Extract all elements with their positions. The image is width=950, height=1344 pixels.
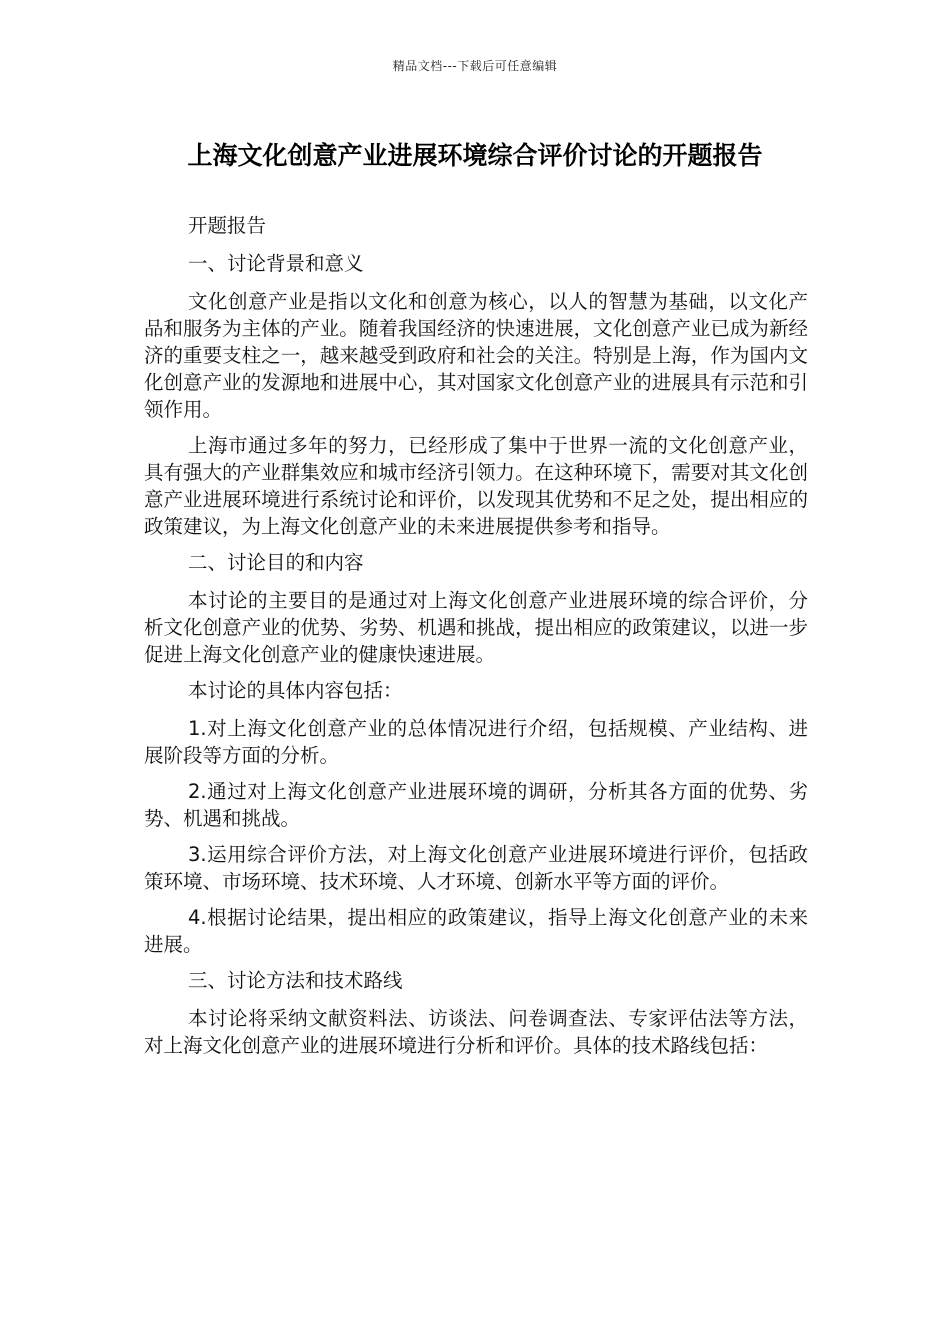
paragraph-background-1: 文化创意产业是指以文化和创意为核心，以人的智慧为基础，以文化产品和服务为主体的产业。随着我国经济的快速进展，文化创意产业已成为新经济的重要支柱之一，越来越受到政府和社会的关注。特别是上海，作为国内文化创意产业的发源地和进展中心，其对国家文化创意产业的进展具有示范和引领作用。 xyxy=(144,290,808,421)
section-label-report: 开题报告 xyxy=(188,214,267,237)
paragraph-objectives: 本讨论的主要目的是通过对上海文化创意产业进展环境的综合评价，分析文化创意产业的优势、劣势、机遇和挑战，提出相应的政策建议，以进一步促进上海文化创意产业的健康快速进展。 xyxy=(144,589,808,666)
section-heading-objectives: 二、讨论目的和内容 xyxy=(188,551,364,574)
header-note: 精品文档---下载后可任意编辑 xyxy=(392,59,558,73)
paragraph-background-2: 上海市通过多年的努力，已经形成了集中于世界一流的文化创意产业，具有强大的产业群集效应和城市经济引领力。在这种环境下，需要对其文化创意产业进展环境进行系统讨论和评价，以发现其优势和不足之处，提出相应的政策建议，为上海文化创意产业的未来进展提供参考和指导。 xyxy=(144,434,808,538)
section-heading-background: 一、讨论背景和意义 xyxy=(188,252,364,275)
section-heading-methods: 三、讨论方法和技术路线 xyxy=(188,969,403,992)
list-item-content-2: 2.通过对上海文化创意产业进展环境的调研，分析其各方面的优势、劣势、机遇和挑战。 xyxy=(144,780,808,830)
document-title: 上海文化创意产业进展环境综合评价讨论的开题报告 xyxy=(187,141,763,170)
document-body xyxy=(144,212,808,1068)
list-item-content-3: 3.运用综合评价方法，对上海文化创意产业进展环境进行评价，包括政策环境、市场环境、技术环境、人才环境、创新水平等方面的评价。 xyxy=(144,843,808,893)
list-item-content-4: 4.根据讨论结果，提出相应的政策建议，指导上海文化创意产业的未来进展。 xyxy=(144,906,808,956)
paragraph-content-intro: 本讨论的具体内容包括： xyxy=(188,679,403,702)
list-item-content-1: 1.对上海文化创意产业的总体情况进行介绍，包括规模、产业结构、进展阶段等方面的分析。 xyxy=(144,717,808,767)
paragraph-methods: 本讨论将采纳文献资料法、访谈法、问卷调查法、专家评估法等方法，对上海文化创意产业的进展环境进行分析和评价。具体的技术路线包括： xyxy=(144,1007,808,1057)
